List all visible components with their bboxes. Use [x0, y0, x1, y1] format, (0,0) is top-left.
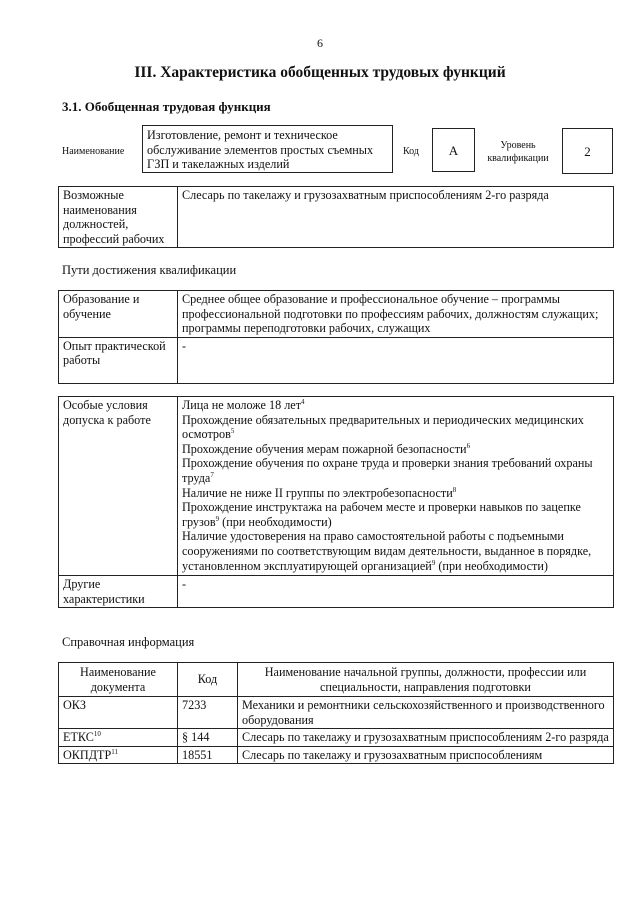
reference-name: Механики и ремонтники сельскохозяйственного и производственного оборудования: [238, 697, 614, 729]
positions-table: [58, 186, 614, 248]
reference-name: Слесарь по такелажу и грузозахватным приспособлениям: [238, 746, 614, 764]
reference-title: Справочная информация: [62, 635, 195, 649]
admission-item: Прохождение обучения мерам пожарной безопасности$^6$: [182, 441, 471, 456]
code-label: Код: [403, 146, 419, 157]
qualification-paths-title: Пути достижения квалификации: [62, 263, 237, 277]
admission-label: Особые условия допуска к работе: [59, 397, 178, 576]
name-value: Изготовление, ремонт и техническое обслуживание элементов простых съемных ГЗП и такелажных изделий: [147, 128, 374, 171]
table-row: [59, 729, 614, 747]
positions-value: Слесарь по такелажу и грузозахватным приспособлениям 2-го разряда: [178, 187, 614, 248]
education-value: Среднее общее образование и профессиональное обучение – программы профессиональной подготовки по профессиям рабочих, должностям служащих; программы переподготовки рабочих, служащих: [178, 291, 614, 338]
reference-table: [58, 662, 614, 764]
section-title: III. Характеристика обобщенных трудовых функций: [134, 64, 506, 81]
education-table: [58, 290, 614, 384]
other-value: -: [178, 576, 614, 608]
admission-table: [58, 396, 614, 608]
other-label: Другие характеристики: [59, 576, 178, 608]
positions-label: Возможные наименования должностей, профессий рабочих: [59, 187, 178, 248]
reference-header-doc: Наименование документа: [59, 663, 178, 697]
reference-code: 7233: [178, 697, 238, 729]
level-label: [480, 139, 556, 165]
admission-item: Прохождение обучения по охране труда и проверки знания требований охраны труда$^7$: [182, 456, 593, 485]
table-row: [59, 697, 614, 729]
admission-item: Прохождение инструктажа на рабочем месте и проверки навыков по зацепке грузов$^9$ (при необходимости): [182, 500, 581, 529]
level-label-2: квалификации: [487, 153, 549, 164]
reference-doc: ЕТКС$^{10}$: [59, 729, 178, 747]
name-value-box: [142, 125, 393, 173]
level-value: 2: [584, 144, 591, 159]
admission-item: Лица не моложе 18 лет$^4$: [182, 397, 305, 412]
reference-name: Слесарь по такелажу и грузозахватным приспособлениям 2-го разряда: [238, 729, 614, 747]
reference-header-code: Код: [178, 663, 238, 697]
admission-items: [178, 397, 614, 576]
education-label: Образование и обучение: [59, 291, 178, 338]
admission-item: Наличие не ниже II группы по электробезопасности$^8$: [182, 485, 457, 500]
reference-doc: ОКЗ: [59, 697, 178, 729]
code-value: А: [448, 143, 459, 158]
experience-label: Опыт практической работы: [59, 337, 178, 383]
level-label-1: Уровень: [500, 140, 536, 151]
reference-header-name: Наименование начальной группы, должности, профессии или специальности, направления подготовки: [238, 663, 614, 697]
table-row: [59, 746, 614, 764]
code-value-box: [432, 128, 475, 172]
level-value-box: [562, 128, 613, 174]
subsection-title: 3.1. Обобщенная трудовая функция: [62, 99, 271, 114]
admission-item: Наличие удостоверения на право самостоятельной работы с подъемными сооружениями по соответствующим видам деятельности, выданное в порядке, установленном эксплуатирующей организацией$^9$ (при необходимости): [182, 529, 592, 573]
reference-code: § 144: [178, 729, 238, 747]
page-number: 6: [317, 36, 323, 50]
admission-item: Прохождение обязательных предварительных и периодических медицинских осмотров$^5$: [182, 412, 584, 442]
reference-code: 18551: [178, 746, 238, 764]
reference-doc: ОКПДТР$^{11}$: [59, 746, 178, 764]
experience-value: -: [178, 337, 614, 383]
name-label: Наименование: [62, 146, 125, 157]
reference-header-row: [59, 663, 614, 697]
